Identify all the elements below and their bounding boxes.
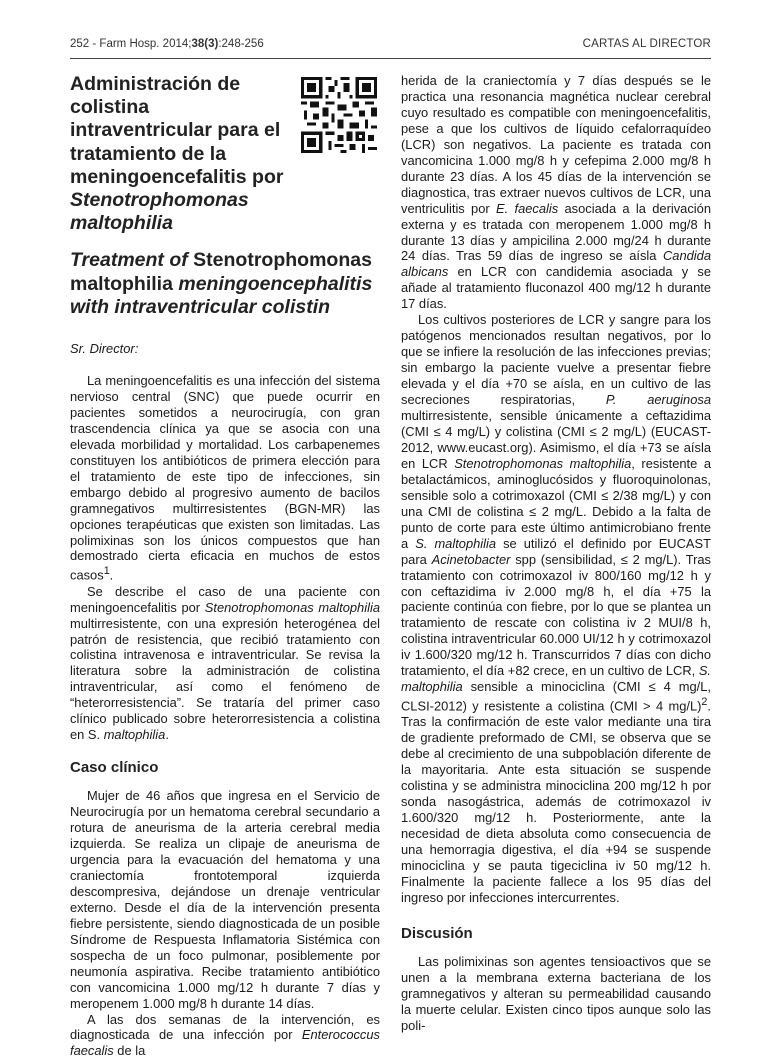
discussion-paragraph-1: Las polimixinas son agentes tensioactivos que se unen a la membrana externa bacteriana de los gramnegativos y alteran su permeabilidad causando la muerte celular. Existen cinco tipos aunque solo las poli- bbox=[401, 954, 711, 1034]
title-spanish: Administración de colistina intraventricular para el tratamiento de la meningoencefalitis por Stenotrophomonas maltophilia bbox=[70, 73, 290, 235]
left-column bbox=[70, 73, 380, 1059]
intro-paragraph-1: La meningoencefalitis es una infección del sistema nervioso central (SNC) que puede ocurrir en pacientes sometidos a neurocirugía, con gran trascendencia clínica ya que se asocia con una elevada morbilidad y mortalidad. Los carbapenemes constituyen los antibióticos de primera elección para el tratamiento de este tipo de infecciones, sin embargo debido al progresivo aumento de bacilos gramnegativos multirresistentes (BGN-MR) las opciones terapéuticas que existen son limitadas. Las polimixinas son los únicos compuestos que han demostrado cierta eficacia en muchos de estos casos$^1$. bbox=[70, 373, 380, 584]
header-divider bbox=[70, 58, 711, 59]
header-citation: 252 - Farm Hosp. 2014;38(3):248-256 bbox=[70, 38, 264, 50]
right-column bbox=[401, 73, 711, 1034]
intro-paragraph-2: Se describe el caso de una paciente con meningoencefalitis por Stenotrophomonas maltophilia multirresistente, con una expresión heterogénea del patrón de resistencia, que recibió tratamiento con colistina intravenosa e intraventricular. Se revisa la literatura sobre la administración de colistina intraventricular, así como el fenómeno de “heterorresistencia”. Se trataría del primer caso clínico publicado sobre heterorresistencia a colistina en S. maltophilia. bbox=[70, 584, 380, 744]
case-heading: Caso clínico bbox=[70, 760, 380, 776]
salutation: Sr. Director: bbox=[70, 341, 380, 357]
qr-code-icon[interactable] bbox=[301, 77, 377, 153]
title-english: Treatment of Stenotrophomonas maltophilia meningoencephalitis with intraventricular colistin bbox=[70, 249, 380, 319]
section-label: CARTAS AL DIRECTOR bbox=[583, 38, 711, 50]
case-paragraph-3: Los cultivos posteriores de LCR y sangre para los patógenos mencionados resultan negativos, por lo que se infiere la resolución de las infecciones previas; sin embargo la paciente vuelve a presentar fiebre elevada y el día +70 se aísla, en un cultivo de las secreciones respiratorias, P. aeruginosa multirresistente, sensible únicamente a ceftazidima (CMI ≤ 4 mg/L) y colistina (CMI ≤ 2 mg/L) (EUCAST-2012, www.eucast.org). Asimismo, el día +73 se aísla en LCR Stenotrophomonas maltophilia, resistente a betalactámicos, aminoglucósidos y fluoroquinolonas, sensible solo a cotrimoxazol (CMI ≤ 2/38 mg/L) y con una CMI de colistina ≤ 2 mg/L. Debido a la falta de punto de corte para este último antimicrobiano frente a S. maltophilia se utilizó el definido por EUCAST para Acinetobacter spp (sensibilidad, ≤ 2 mg/L). Tras tratamiento con cotrimoxazol iv 800/160 mg/12 h y con ceftazidima iv 2.000 mg/8 h, el día +75 la paciente continúa con fiebre, por lo que se plantea un tratamiento de rescate con colistina iv 2 MUI/8 h, colistina intraventricular 60.000 UI/12 h y cotrimoxazol iv 1.600/320 mg/12 h. Transcurridos 7 días con dicho tratamiento, el día +82 crece, en un cultivo de LCR, S. maltophilia sensible a minociclina (CMI ≤ 4 mg/L, CLSI-2012) y resistente a colistina (CMI > 4 mg/L)$^2$. Tras la confirmación de este valor mediante una tira de gradiente preformado de CMI, se observa que se debe al crecimiento de una subpoblación diferente de la mayoritaria. Ante esta situación se suspende colistina y se administra minociclina 200 mg/12 h por sonda nasogástrica, además de cotrimoxazol iv 1.600/320 mg/12 h. Posteriormente, ante la necesidad de dieta absoluta como consecuencia de una hemorragia digestiva, el día +94 se suspende minociclina y se pauta tigeciclina iv 50 mg/12 h. Finalmente la paciente fallece a los 95 días del ingreso por infecciones intercurrentes. bbox=[401, 312, 711, 906]
case-paragraph-1: Mujer de 46 años que ingresa en el Servicio de Neurocirugía por un hematoma cerebral secundario a rotura de aneurisma de la arteria cerebral media izquierda. Se realiza un clipaje de aneurisma de urgencia para la evacuación del hematoma y una craniectomía frontotemporal izquierda descompresiva, dejándose un drenaje ventricular externo. Desde el día de la intervención presenta fiebre persistente, siendo diagnosticada de un posible Síndrome de Respuesta Inflamatoria Sistémica con sospecha de un foco pulmonar, posiblemente por neumonía aspirativa. Recibe tratamiento antibiótico con vancomicina 1.000 mg/12 h durante 7 días y meropenem 1.000 mg/8 h durante 14 días. bbox=[70, 788, 380, 1011]
case-paragraph-2: A las dos semanas de la intervención, es diagnosticada de una infección por Enterococcus faecalis de la bbox=[70, 1012, 380, 1059]
running-header bbox=[70, 36, 711, 56]
discussion-heading: Discusión bbox=[401, 926, 711, 942]
case-paragraph-continued: herida de la craniectomía y 7 días después se le practica una resonancia magnética nuclear cerebral cuyo resultado es compatible con meningoencefalitis, pese a que los cultivos de líquido cefalorraquídeo (LCR) son negativos. La paciente es tratada con vancomicina 1.000 mg/8 h y cefepima 2.000 mg/8 h durante 23 días. A los 45 días de la intervención se diagnostica, tras extraer nuevos cultivos de LCR, una ventriculitis por E. faecalis asociada a la derivación externa y es tratada con meropenem 1.000 mg/8 h durante 13 días y ampicilina 2.000 mg/24 h durante 24 días. Tras 59 días de ingreso se aísla Candida albicans en LCR con candidemia asociada y se añade al tratamiento fluconazol 400 mg/12 h durante 17 días. bbox=[401, 73, 711, 312]
